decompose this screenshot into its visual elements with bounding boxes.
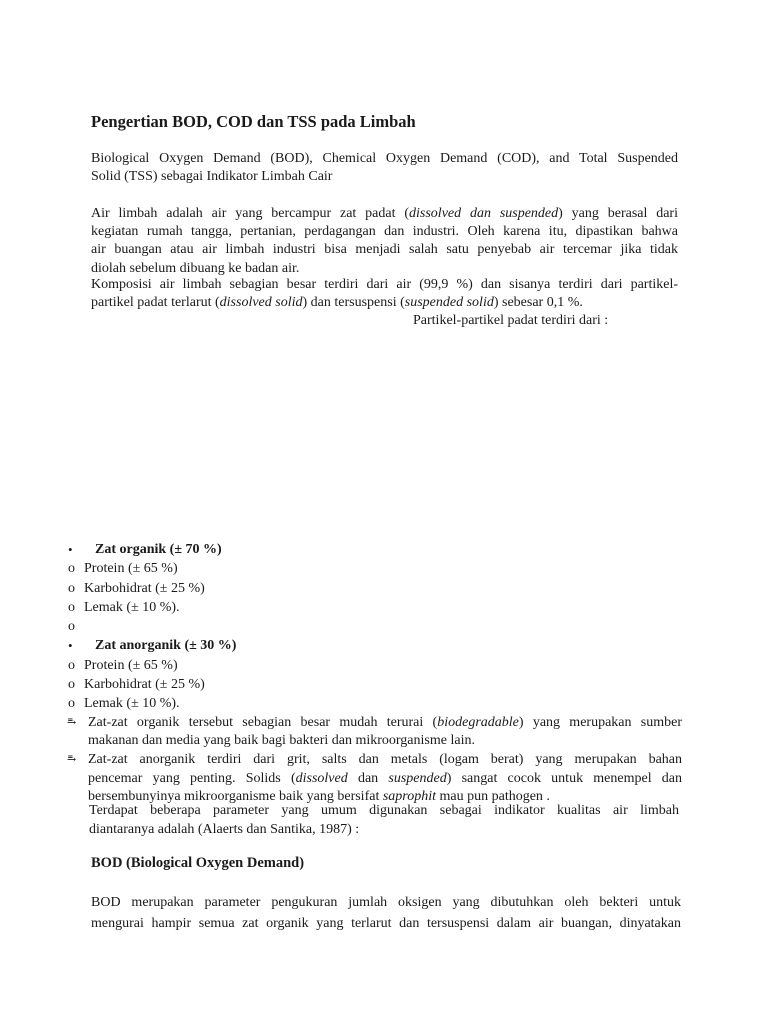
terdapat-line: diantaranya adalah (Alaerts dan Santika, 1987) :	[89, 821, 360, 837]
list-item: o Karbohidrat (± 25 %)	[62, 675, 682, 694]
intro-line: air buangan atau air limbah industri bisa menjadi salah satu penyebab air tercemar jika tidak	[91, 242, 678, 258]
list-item	[62, 617, 682, 636]
section-heading-bod: BOD (Biological Oxygen Demand)	[91, 855, 305, 871]
subtitle-line: Solid (TSS) sebagai Indikator Limbah Cair	[91, 169, 333, 185]
circle-bullet-icon: o	[68, 599, 75, 615]
note-organik	[62, 714, 682, 751]
note-line: bersembunyinya mikroorganisme baik yang bersifat saprophit mau pun pathogen .	[88, 789, 550, 805]
intro-line: Air limbah adalah air yang bercampur zat padat (dissolved dan suspended) yang berasal dari	[91, 206, 678, 221]
list-item: o Protein (± 65 %)	[62, 559, 682, 578]
intro-paragraph	[91, 205, 678, 278]
circle-bullet-icon: o	[68, 696, 75, 712]
bullet-icon: •	[68, 638, 73, 654]
intro-line: kegiatan rumah tangga, pertanian, perdagangan dan industri. Oleh karena itu, dipastikan bahwa	[91, 224, 678, 240]
komposisi-line: Komposisi air limbah sebagian besar terdiri dari air (99,9 %) dan sisanya terdiri dari partikel-	[91, 277, 678, 292]
komposisi-paragraph	[91, 276, 678, 312]
terdapat-paragraph	[89, 802, 679, 839]
circle-bullet-icon: o	[68, 619, 75, 635]
circle-bullet-icon: o	[68, 677, 75, 693]
note-line: Zat-zat anorganik terdiri dari grit, salts dan metals (logam berat) yang merupakan bahan	[88, 752, 682, 768]
bullet-icon: •	[68, 542, 73, 557]
list-heading-anorganik: • Zat anorganik (± 30 %)	[62, 636, 682, 655]
list-item: o Protein (± 65 %)	[62, 656, 682, 675]
list-item: o Karbohidrat (± 25 %)	[62, 579, 682, 598]
note-line: pencemar yang penting. Solids (dissolved dan suspended) sangat cocok untuk menempel dan	[88, 770, 683, 786]
terdapat-line: Terdapat beberapa parameter yang umum digunakan sebagai indikator kualitas air limbah	[89, 803, 679, 818]
bod-line: BOD merupakan parameter pengukuran jumlah oksigen yang dibutuhkan oleh bekteri untuk	[91, 895, 681, 910]
page-title: Pengertian BOD, COD dan TSS pada Limbah	[91, 112, 416, 131]
partikel-line: Partikel-partikel padat terdiri dari :	[413, 313, 609, 328]
komposisi-line: partikel padat terlarut (dissolved solid) dan tersuspensi (suspended solid) sebesar 0,1 %.	[91, 295, 583, 311]
circle-bullet-icon: o	[68, 580, 75, 596]
arrow-bullet-icon: ⥱	[67, 716, 77, 729]
note-line: Zat-zat organik tersebut sebagian besar mudah terurai (biodegradable) yang merupakan sumber	[88, 714, 682, 730]
bod-line: mengurai hampir semua zat organik yang terlarut dan tersuspensi dalam air buangan, dinyatakan	[91, 915, 681, 931]
note-anorganik	[62, 751, 682, 807]
composition-list	[62, 540, 682, 807]
list-item: o Lemak (± 10 %).	[62, 598, 682, 617]
subtitle-paragraph	[91, 150, 678, 186]
arrow-bullet-icon: ⥱	[67, 754, 77, 767]
list-heading-organik: • Zat organik (± 70 %)	[62, 540, 682, 559]
subtitle-line: Biological Oxygen Demand (BOD), Chemical Oxygen Demand (COD), and Total Suspended	[91, 151, 678, 166]
note-line: makanan dan media yang baik bagi bakteri dan mikroorganisme lain.	[88, 733, 475, 749]
circle-bullet-icon: o	[68, 561, 75, 577]
circle-bullet-icon: o	[68, 657, 75, 673]
intro-line: diolah sebelum dibuang ke badan air.	[91, 260, 300, 276]
list-item: o Lemak (± 10 %).	[62, 694, 682, 713]
bod-paragraph	[91, 893, 681, 934]
